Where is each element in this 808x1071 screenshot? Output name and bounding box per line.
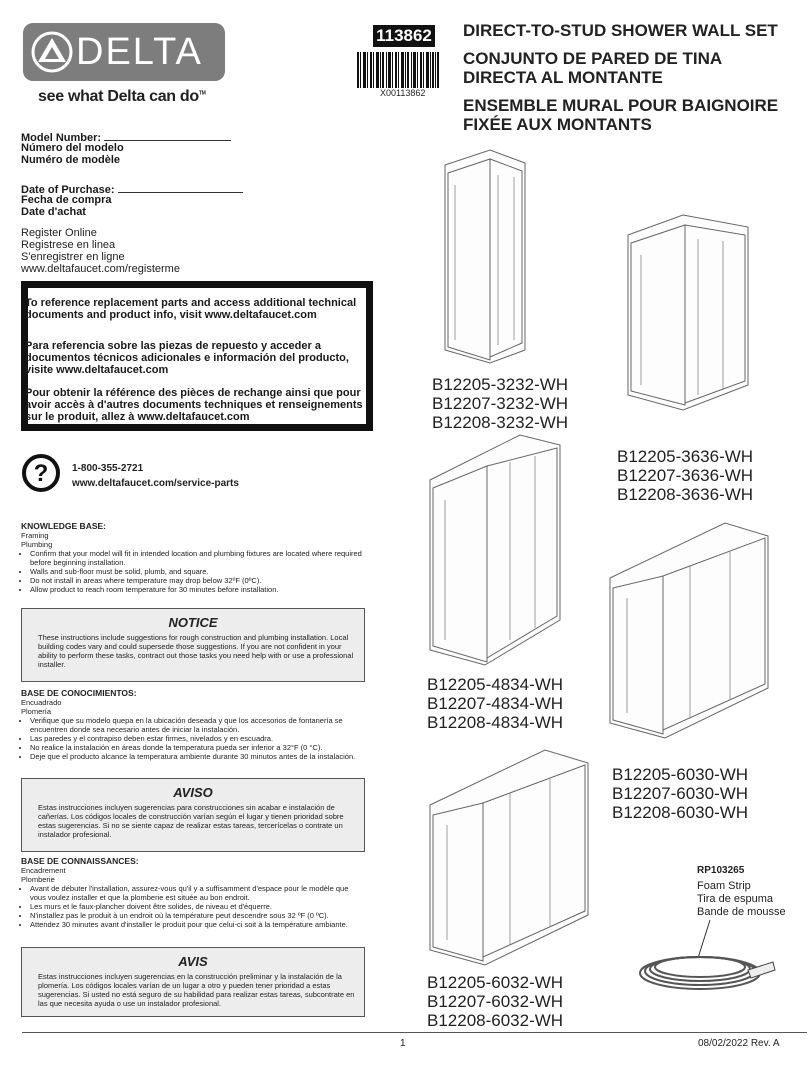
kb-fr-bullet: • Attendez 30 minutes avant d'installer le produit pour que celui-ci soit à la température ambiante. — [30, 920, 366, 929]
kb-en — [21, 522, 366, 594]
svg-text:?: ? — [33, 460, 49, 487]
aviso-title: AVISO — [173, 785, 213, 800]
aviso-box-es — [21, 778, 365, 852]
model-label: B12207-3232-WH — [432, 394, 569, 413]
model-label: B12205-3636-WH — [617, 447, 754, 466]
kb-es-bullet: • No realice la instalación en áreas donde la temperatura pueda ser inferior a 32°F (0 °C). — [30, 743, 366, 752]
brand-tagline: see what Delta can do™ — [38, 88, 206, 105]
kb-fr-bullet: • Avant de débuter l'installation, assurez-vous qu'il y a suffisamment d'espace pour le modèle que vous voulez installer et que la plomberie est située au bon endroit. — [30, 884, 366, 902]
kb-es-skill: Encuadrado — [21, 698, 62, 707]
date-label: Date of Purchase: — [21, 182, 243, 196]
register-en: Register Online — [21, 227, 97, 239]
foam-part-number: RP103265 — [697, 865, 745, 876]
model-number-label-fr: Numéro de modèle — [21, 154, 121, 166]
notice-title: NOTICE — [168, 615, 218, 630]
avis-title: AVIS — [178, 954, 208, 969]
title-es-2: DIRECTA AL MONTANTE — [463, 68, 663, 87]
help-phone[interactable]: 1-800-355-2721 — [72, 463, 144, 474]
model-label: B12207-3636-WH — [617, 466, 754, 485]
model-number-label: Model Number: — [21, 130, 231, 144]
title-en: DIRECT-TO-STUD SHOWER WALL SET — [463, 21, 778, 40]
model-label: B12208-3636-WH — [617, 485, 754, 504]
reference-en: To reference replacement parts and access additional technical documents and product info, visit www.deltafaucet.com — [25, 297, 357, 321]
footer-rule — [22, 1032, 807, 1033]
aviso-body: Estas instrucciones incluyen sugerencias para construcciones sin acabar e instalación de cañerías. Los códigos locales de construcción varían según el lugar y tienen prioridad sobre estas sugerencias. Si no se siente capaz de realizar estas tareas, tercerícelas o contrate un instalador profesional. — [38, 803, 344, 839]
foam-line: Tira de espuma — [697, 893, 774, 905]
kb-en-bullet: • Walls and sub-floor must be solid, plumb, and square. — [30, 567, 366, 576]
model-label: B12207-6032-WH — [427, 992, 564, 1011]
register-es: Registrese en linea — [21, 239, 116, 251]
kb-en-bullet: • Confirm that your model will fit in intended location and plumbing fixtures are located where required before beginning installation. — [30, 549, 366, 567]
model-label: B12205-6032-WH — [427, 973, 564, 992]
page-number: 1 — [400, 1038, 406, 1049]
part-number: 113862 — [373, 25, 435, 47]
kb-es-heading: BASE DE CONOCIMIENTOS: — [21, 688, 137, 698]
models-4834 — [427, 675, 563, 732]
shower-3636-illustration — [623, 205, 753, 420]
help-contact — [72, 461, 239, 491]
shower-3232-illustration — [440, 145, 530, 370]
models-6030 — [612, 765, 748, 822]
kb-es-bullet: • Deje que el producto alcance la temperatura ambiente durante 30 minutos antes de la instalación. — [30, 752, 366, 761]
foam-line: Bande de mousse — [697, 906, 786, 918]
help-url[interactable]: www.deltafaucet.com/service-parts — [72, 478, 239, 489]
notice-body: These instructions include suggestions for rough construction and plumbing installation. Local building codes vary and could supersede those suggestions. If you are not confident in your ability to perform these tasks, contract out those tasks you need help with or use a professional installer. — [38, 633, 354, 669]
model-label: B12208-6030-WH — [612, 803, 749, 822]
register-block — [21, 227, 180, 275]
model-label: B12205-3232-WH — [432, 375, 569, 394]
kb-fr-bullet: • N'installez pas le produit à un endroit où la température peut descendre sous 32 ºF (0 ºC). — [30, 911, 366, 920]
model-label: B12208-3232-WH — [432, 413, 569, 432]
kb-en-heading: KNOWLEDGE BASE: — [21, 521, 106, 531]
models-3636 — [617, 447, 753, 504]
kb-fr-skill: Plomberie — [21, 875, 55, 884]
model-number-label-es: Número del modelo — [21, 142, 124, 154]
question-icon — [21, 453, 61, 493]
avis-body: Estas instrucciones incluyen sugerencias en la construcción preliminar y la instalación de la plomería. Los códigos locales varían de un lugar a otro y pueden tener prioridad a estas sugerencias. Si usted no está seguro de su habilidad para realizar estas tareas, subcontrate en las que necesita ayuda o use un instalador profesional. — [38, 972, 355, 1008]
foam-line: Foam Strip — [697, 880, 751, 892]
barcode — [357, 52, 439, 88]
model-label: B12207-6030-WH — [612, 784, 749, 803]
register-url[interactable]: www.deltafaucet.com/registerme — [21, 263, 180, 275]
models-6032 — [427, 973, 563, 1030]
kb-en-bullet: • Allow product to reach room temperature for 30 minutes before installation. — [30, 585, 366, 594]
date-label-fr: Date d'achat — [21, 206, 86, 218]
kb-en-skill: Framing — [21, 531, 49, 540]
reference-es: Para referencia sobre las piezas de repuesto y acceder a documentos técnicos adicionales e información del producto, visite www.deltafaucet.com — [25, 340, 349, 376]
model-label: B12205-6030-WH — [612, 765, 749, 784]
title-fr-2: FIXÉE AUX MONTANTS — [463, 115, 652, 134]
revision-date: 08/02/2022 Rev. A — [698, 1038, 780, 1049]
kb-en-bullet: • Do not install in areas where temperature may drop below 32ºF (0ºC). — [30, 576, 366, 585]
date-blank[interactable] — [118, 182, 243, 193]
foam-strip-illustration — [630, 918, 780, 998]
kb-fr-heading: BASE DE CONNAISSANCES: — [21, 856, 139, 866]
foam-description — [697, 880, 786, 919]
shower-4834-illustration — [425, 430, 565, 670]
model-label: B12208-6032-WH — [427, 1011, 564, 1030]
barcode-text: X00113862 — [380, 88, 426, 98]
title-fr-1: ENSEMBLE MURAL POUR BAIGNOIRE — [463, 96, 779, 115]
title-es-1: CONJUNTO DE PARED DE TINA — [463, 49, 723, 68]
kb-es-bullet: • Verifique que su modelo quepa en la ubicación deseada y que los accesorios de fontanería se encuentren donde sea necesario antes de iniciar la instalación. — [30, 716, 366, 734]
shower-6030-illustration — [605, 518, 773, 743]
model-number-blank[interactable] — [104, 130, 231, 141]
model-label: B12205-4834-WH — [427, 675, 564, 694]
kb-es-bullet: • Las paredes y el contrapiso deben estar firmes, nivelados y en escuadra. — [30, 734, 366, 743]
kb-fr-bullet: • Les murs et le faux-plancher doivent être solides, de niveau et d'équerre. — [30, 902, 366, 911]
register-fr: S'enregistrer en ligne — [21, 251, 125, 263]
date-label-es: Fecha de compra — [21, 194, 112, 206]
kb-en-skill: Plumbing — [21, 540, 53, 549]
model-label: B12208-4834-WH — [427, 713, 564, 732]
models-3232 — [432, 375, 568, 432]
kb-fr-skill: Encadrement — [21, 866, 66, 875]
model-label: B12207-4834-WH — [427, 694, 564, 713]
kb-es-skill: Plomería — [21, 707, 52, 716]
delta-triangle-icon — [30, 30, 74, 74]
brand-name: DELTA — [76, 31, 203, 73]
avis-box-fr — [21, 947, 365, 1017]
kb-es — [21, 689, 366, 761]
reference-fr: Pour obtenir la référence des pièces de rechange ainsi que pour avoir accès à d'autres documents techniques et renseignements sur le produit, allez à www.deltafaucet.com — [25, 387, 363, 423]
kb-fr — [21, 857, 366, 929]
notice-box-en — [21, 608, 365, 682]
shower-6032-illustration — [425, 745, 593, 970]
